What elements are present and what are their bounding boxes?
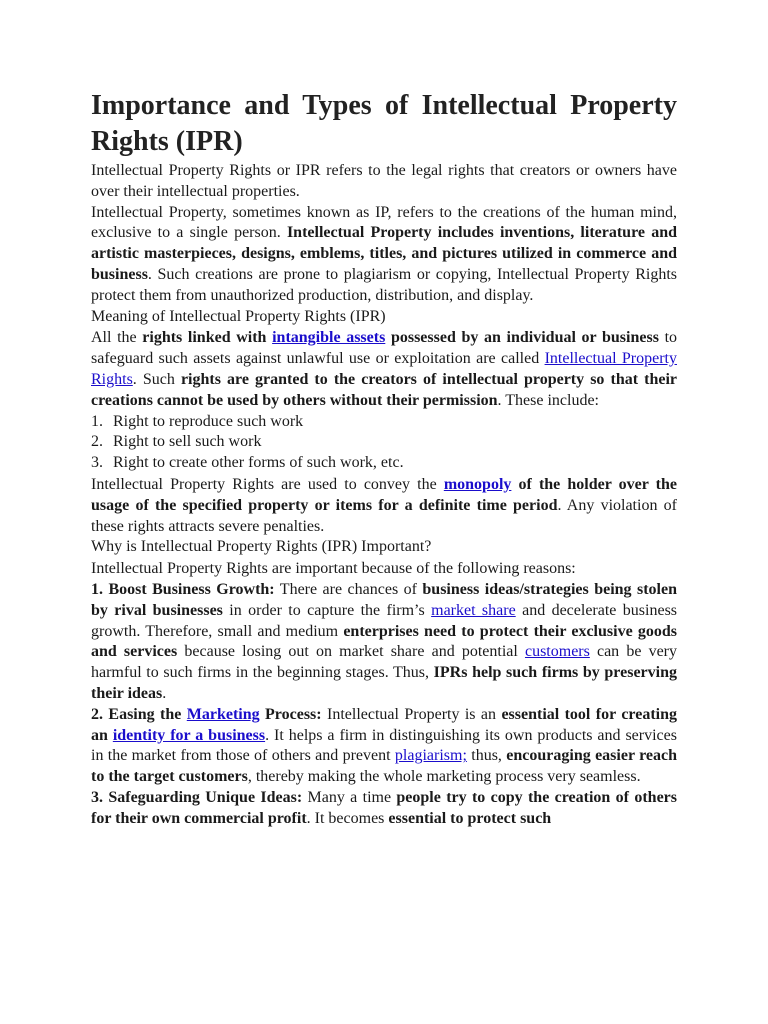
- page-title: Importance and Types of Intellectual Property Rights (IPR): [91, 90, 677, 157]
- reason-1-text-4: because losing out on market share and potential: [177, 643, 525, 661]
- reason-1-text-6: .: [162, 684, 167, 702]
- reason-2-bold-2: encouraging easier reach to the target customers: [91, 747, 678, 786]
- reason-2-text-3: thus,: [466, 747, 507, 765]
- ip-definition-paragraph: [91, 203, 677, 307]
- intangible-assets-link[interactable]: intangible assets: [272, 329, 386, 347]
- reason-3-bold-2: essential to protect such: [388, 809, 552, 827]
- meaning-text-4: . These include:: [497, 391, 599, 409]
- marketing-link[interactable]: Marketing: [186, 705, 260, 723]
- monopoly-text: Intellectual Property Rights are used to convey the: [91, 475, 444, 493]
- meaning-bold: rights linked with: [142, 329, 273, 347]
- reason-1-bold-2: enterprises need to protect their exclusive goods and services: [91, 622, 677, 661]
- reason-1-bold-3: IPRs help such firms by preserving their ideas: [91, 664, 677, 702]
- identity-link[interactable]: identity for a business: [112, 726, 266, 744]
- meaning-text: All the: [91, 329, 143, 347]
- monopoly-bold: of the holder over the usage of the specified property or items for a definite time period: [91, 475, 678, 514]
- intro-paragraph: Intellectual Property Rights or IPR refers to the legal rights that creators or owners have over their intellectual properties.: [91, 162, 677, 200]
- reason-2-text: Intellectual Property is an: [321, 705, 502, 723]
- rights-list: [91, 412, 677, 474]
- ip-includes-bold: Intellectual Property includes inventions, literature and artistic masterpieces, designs, emblems, titles, and pictures utilized in commerce and business: [91, 224, 678, 283]
- list-item: [91, 453, 677, 474]
- market-share-link[interactable]: market share: [431, 601, 516, 619]
- reason-2-bold: essential tool for creating an: [91, 705, 678, 744]
- meaning-bold-2: possessed by an individual or business: [385, 329, 659, 347]
- reason-3-paragraph: [91, 788, 677, 830]
- reason-1-text: There are chances of: [274, 580, 423, 598]
- list-item-text: Right to reproduce such work: [113, 412, 304, 430]
- reason-1-heading: 1. Boost Business Growth:: [91, 580, 275, 598]
- reasons-intro: Intellectual Property Rights are important because of the following reasons:: [91, 560, 576, 578]
- meaning-text-3: . Such: [132, 370, 181, 388]
- meaning-heading: Meaning of Intellectual Property Rights (IPR): [91, 307, 386, 325]
- meaning-paragraph: [91, 328, 677, 411]
- monopoly-text-2: . Any violation of these rights attracts severe penalties.: [91, 496, 677, 535]
- list-item-number: 2.: [91, 433, 103, 451]
- reason-2-heading: 2. Easing the: [91, 705, 187, 723]
- reason-3-heading: 3. Safeguarding Unique Ideas:: [91, 788, 303, 806]
- ipr-link[interactable]: Intellectual Property Rights: [91, 350, 677, 388]
- why-heading: Why is Intellectual Property Rights (IPR) Important?: [91, 538, 432, 556]
- list-item-number: 1.: [91, 412, 103, 430]
- ip-protection-text: . Such creations are prone to plagiarism or copying, Intellectual Property Rights protect them from unauthorized production, distribution, and display.: [91, 265, 677, 304]
- reason-3-bold: people try to copy the creation of others for their own commercial profit: [91, 788, 677, 827]
- reason-1-paragraph: [91, 580, 677, 705]
- reason-2-text-2: . It helps a firm in distinguishing its own products and services in the market from those of others and prevent: [91, 726, 677, 765]
- reason-1-text-3: and decelerate business growth. Therefore, small and medium: [91, 601, 678, 640]
- reason-1-bold: business ideas/strategies being stolen by rival businesses: [91, 580, 677, 619]
- monopoly-link[interactable]: monopoly: [443, 475, 512, 493]
- list-item-number: 3.: [91, 454, 103, 472]
- monopoly-paragraph: [91, 475, 677, 537]
- reason-2-paragraph: [91, 705, 677, 788]
- list-item-text: Right to create other forms of such work, etc.: [113, 454, 404, 472]
- reason-3-text: Many a time: [302, 788, 397, 806]
- list-item: [91, 412, 677, 433]
- meaning-bold-3: rights are granted to the creators of intellectual property so that their creations cannot be used by others without their permission: [91, 370, 678, 409]
- reason-1-text-2: in order to capture the firm’s: [222, 601, 432, 619]
- reason-2-text-4: , thereby making the whole marketing process very seamless.: [247, 768, 641, 786]
- plagiarism-link[interactable]: plagiarism;: [394, 747, 467, 765]
- customers-link[interactable]: customers: [524, 643, 590, 661]
- reason-3-text-2: . It becomes: [306, 809, 389, 827]
- list-item-text: Right to sell such work: [113, 433, 262, 451]
- meaning-text-2: to safeguard such assets against unlawful use or exploitation are called: [91, 329, 678, 368]
- reason-1-text-5: can be very harmful to such firms in the beginning stages. Thus,: [91, 643, 677, 682]
- list-item: [91, 432, 677, 453]
- reason-2-heading-2: Process:: [259, 705, 322, 723]
- ip-definition-text: Intellectual Property, sometimes known as IP, refers to the creations of the human mind, exclusive to a single person.: [91, 203, 677, 242]
